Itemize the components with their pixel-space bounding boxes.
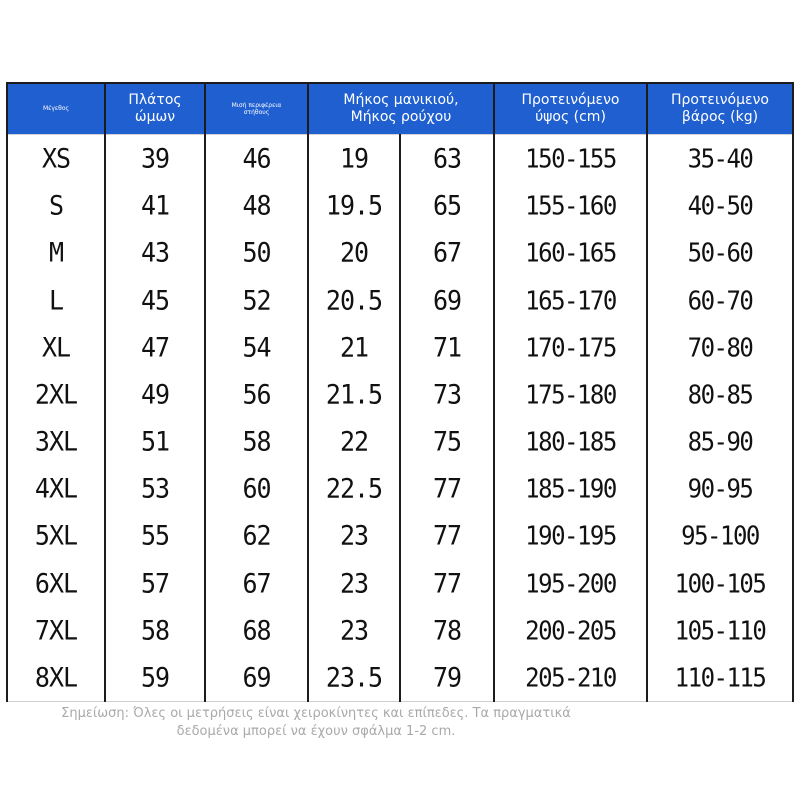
cell-garment-length: 75 <box>401 417 493 466</box>
cell-sleeve-length: 23 <box>309 606 399 655</box>
cell-garment-length: 67 <box>401 229 493 278</box>
note-line-2: δεδομένα μπορεί να έχουν σφάλμα 1-2 cm. <box>176 724 456 739</box>
cell-half-chest: 50 <box>206 229 307 278</box>
cell-recommended-weight: 60-70 <box>648 276 792 325</box>
cell-size: M <box>8 229 104 278</box>
header-weight-line1: Προτεινόμενο <box>671 92 769 109</box>
cell-recommended-weight: 95-100 <box>648 512 792 561</box>
cell-recommended-weight: 70-80 <box>648 323 792 372</box>
header-sleeve-line1: Μήκος μανικιού, <box>343 92 459 109</box>
cell-half-chest: 67 <box>206 559 307 608</box>
cell-shoulder-width: 39 <box>106 134 204 183</box>
cell-recommended-height: 205-210 <box>495 653 646 702</box>
cell-recommended-height: 165-170 <box>495 276 646 325</box>
cell-half-chest: 58 <box>206 417 307 466</box>
header-height-line1: Προτεινόμενο <box>521 92 620 109</box>
cell-garment-length: 71 <box>401 323 493 372</box>
cell-shoulder-width: 53 <box>106 464 204 513</box>
size-chart-table <box>6 82 794 702</box>
cell-size: XS <box>8 134 104 183</box>
cell-shoulder-width: 47 <box>106 323 204 372</box>
cell-size: S <box>8 181 104 230</box>
cell-garment-length: 63 <box>401 134 493 183</box>
cell-garment-length: 77 <box>401 512 493 561</box>
cell-half-chest: 56 <box>206 370 307 419</box>
header-size <box>8 84 104 134</box>
cell-garment-length: 77 <box>401 464 493 513</box>
cell-recommended-height: 170-175 <box>495 323 646 372</box>
header-shoulder-width-line2: ώμων <box>134 109 176 125</box>
note-line-1: Σημείωση: Όλες οι μετρήσεις είναι χειροκίνητες και επίπεδες. Τα πραγματικά <box>61 706 571 721</box>
cell-sleeve-length: 22.5 <box>309 464 399 513</box>
header-recommended-height <box>495 84 646 134</box>
cell-size: L <box>8 276 104 325</box>
cell-size: 7XL <box>8 606 104 655</box>
cell-recommended-height: 160-165 <box>495 229 646 278</box>
cell-sleeve-length: 19.5 <box>309 181 399 230</box>
cell-recommended-height: 175-180 <box>495 370 646 419</box>
header-half-chest-line1: Μισή περιφέρεια <box>231 101 282 109</box>
cell-sleeve-length: 20 <box>309 229 399 278</box>
cell-shoulder-width: 59 <box>106 653 204 702</box>
cell-half-chest: 60 <box>206 464 307 513</box>
header-half-chest-line2: στήθους <box>243 109 270 116</box>
cell-sleeve-length: 23 <box>309 512 399 561</box>
cell-sleeve-length: 20.5 <box>309 276 399 325</box>
cell-recommended-weight: 110-115 <box>648 653 792 702</box>
cell-half-chest: 48 <box>206 181 307 230</box>
header-weight-line2: βάρος (kg) <box>681 109 759 125</box>
header-sleeve-line2: Μήκος ρούχου <box>350 109 452 125</box>
cell-garment-length: 79 <box>401 653 493 702</box>
cell-garment-length: 65 <box>401 181 493 230</box>
cell-recommended-weight: 40-50 <box>648 181 792 230</box>
cell-size: 4XL <box>8 464 104 513</box>
cell-recommended-weight: 105-110 <box>648 606 792 655</box>
cell-garment-length: 69 <box>401 276 493 325</box>
cell-shoulder-width: 51 <box>106 417 204 466</box>
cell-recommended-weight: 50-60 <box>648 229 792 278</box>
cell-shoulder-width: 41 <box>106 181 204 230</box>
measurement-note <box>0 705 632 741</box>
cell-recommended-height: 195-200 <box>495 559 646 608</box>
cell-garment-length: 73 <box>401 370 493 419</box>
cell-half-chest: 46 <box>206 134 307 183</box>
cell-recommended-height: 180-185 <box>495 417 646 466</box>
cell-garment-length: 78 <box>401 606 493 655</box>
cell-recommended-height: 155-160 <box>495 181 646 230</box>
cell-shoulder-width: 49 <box>106 370 204 419</box>
cell-recommended-height: 185-190 <box>495 464 646 513</box>
cell-size: 5XL <box>8 512 104 561</box>
header-recommended-weight <box>648 84 792 134</box>
cell-half-chest: 54 <box>206 323 307 372</box>
cell-shoulder-width: 43 <box>106 229 204 278</box>
cell-sleeve-length: 19 <box>309 134 399 183</box>
cell-size: 8XL <box>8 653 104 702</box>
cell-size: 2XL <box>8 370 104 419</box>
cell-garment-length: 77 <box>401 559 493 608</box>
cell-sleeve-length: 21.5 <box>309 370 399 419</box>
cell-size: 3XL <box>8 417 104 466</box>
header-height-line2: ύψος (cm) <box>535 109 606 125</box>
cell-size: 6XL <box>8 559 104 608</box>
cell-half-chest: 52 <box>206 276 307 325</box>
header-size-label: Μέγεθος <box>42 105 70 113</box>
header-shoulder-width-line1: Πλάτος <box>128 92 182 109</box>
header-half-chest <box>206 84 307 134</box>
cell-sleeve-length: 22 <box>309 417 399 466</box>
cell-shoulder-width: 45 <box>106 276 204 325</box>
cell-recommended-height: 190-195 <box>495 512 646 561</box>
cell-recommended-weight: 85-90 <box>648 417 792 466</box>
cell-sleeve-length: 21 <box>309 323 399 372</box>
cell-size: XL <box>8 323 104 372</box>
cell-recommended-height: 200-205 <box>495 606 646 655</box>
cell-recommended-weight: 90-95 <box>648 464 792 513</box>
cell-half-chest: 62 <box>206 512 307 561</box>
header-sleeve-garment-length <box>309 84 493 134</box>
cell-shoulder-width: 57 <box>106 559 204 608</box>
cell-shoulder-width: 55 <box>106 512 204 561</box>
cell-shoulder-width: 58 <box>106 606 204 655</box>
cell-half-chest: 69 <box>206 653 307 702</box>
cell-recommended-weight: 80-85 <box>648 370 792 419</box>
header-shoulder-width <box>106 84 204 134</box>
cell-recommended-weight: 35-40 <box>648 134 792 183</box>
cell-recommended-weight: 100-105 <box>648 559 792 608</box>
cell-sleeve-length: 23.5 <box>309 653 399 702</box>
cell-half-chest: 68 <box>206 606 307 655</box>
cell-sleeve-length: 23 <box>309 559 399 608</box>
cell-recommended-height: 150-155 <box>495 134 646 183</box>
